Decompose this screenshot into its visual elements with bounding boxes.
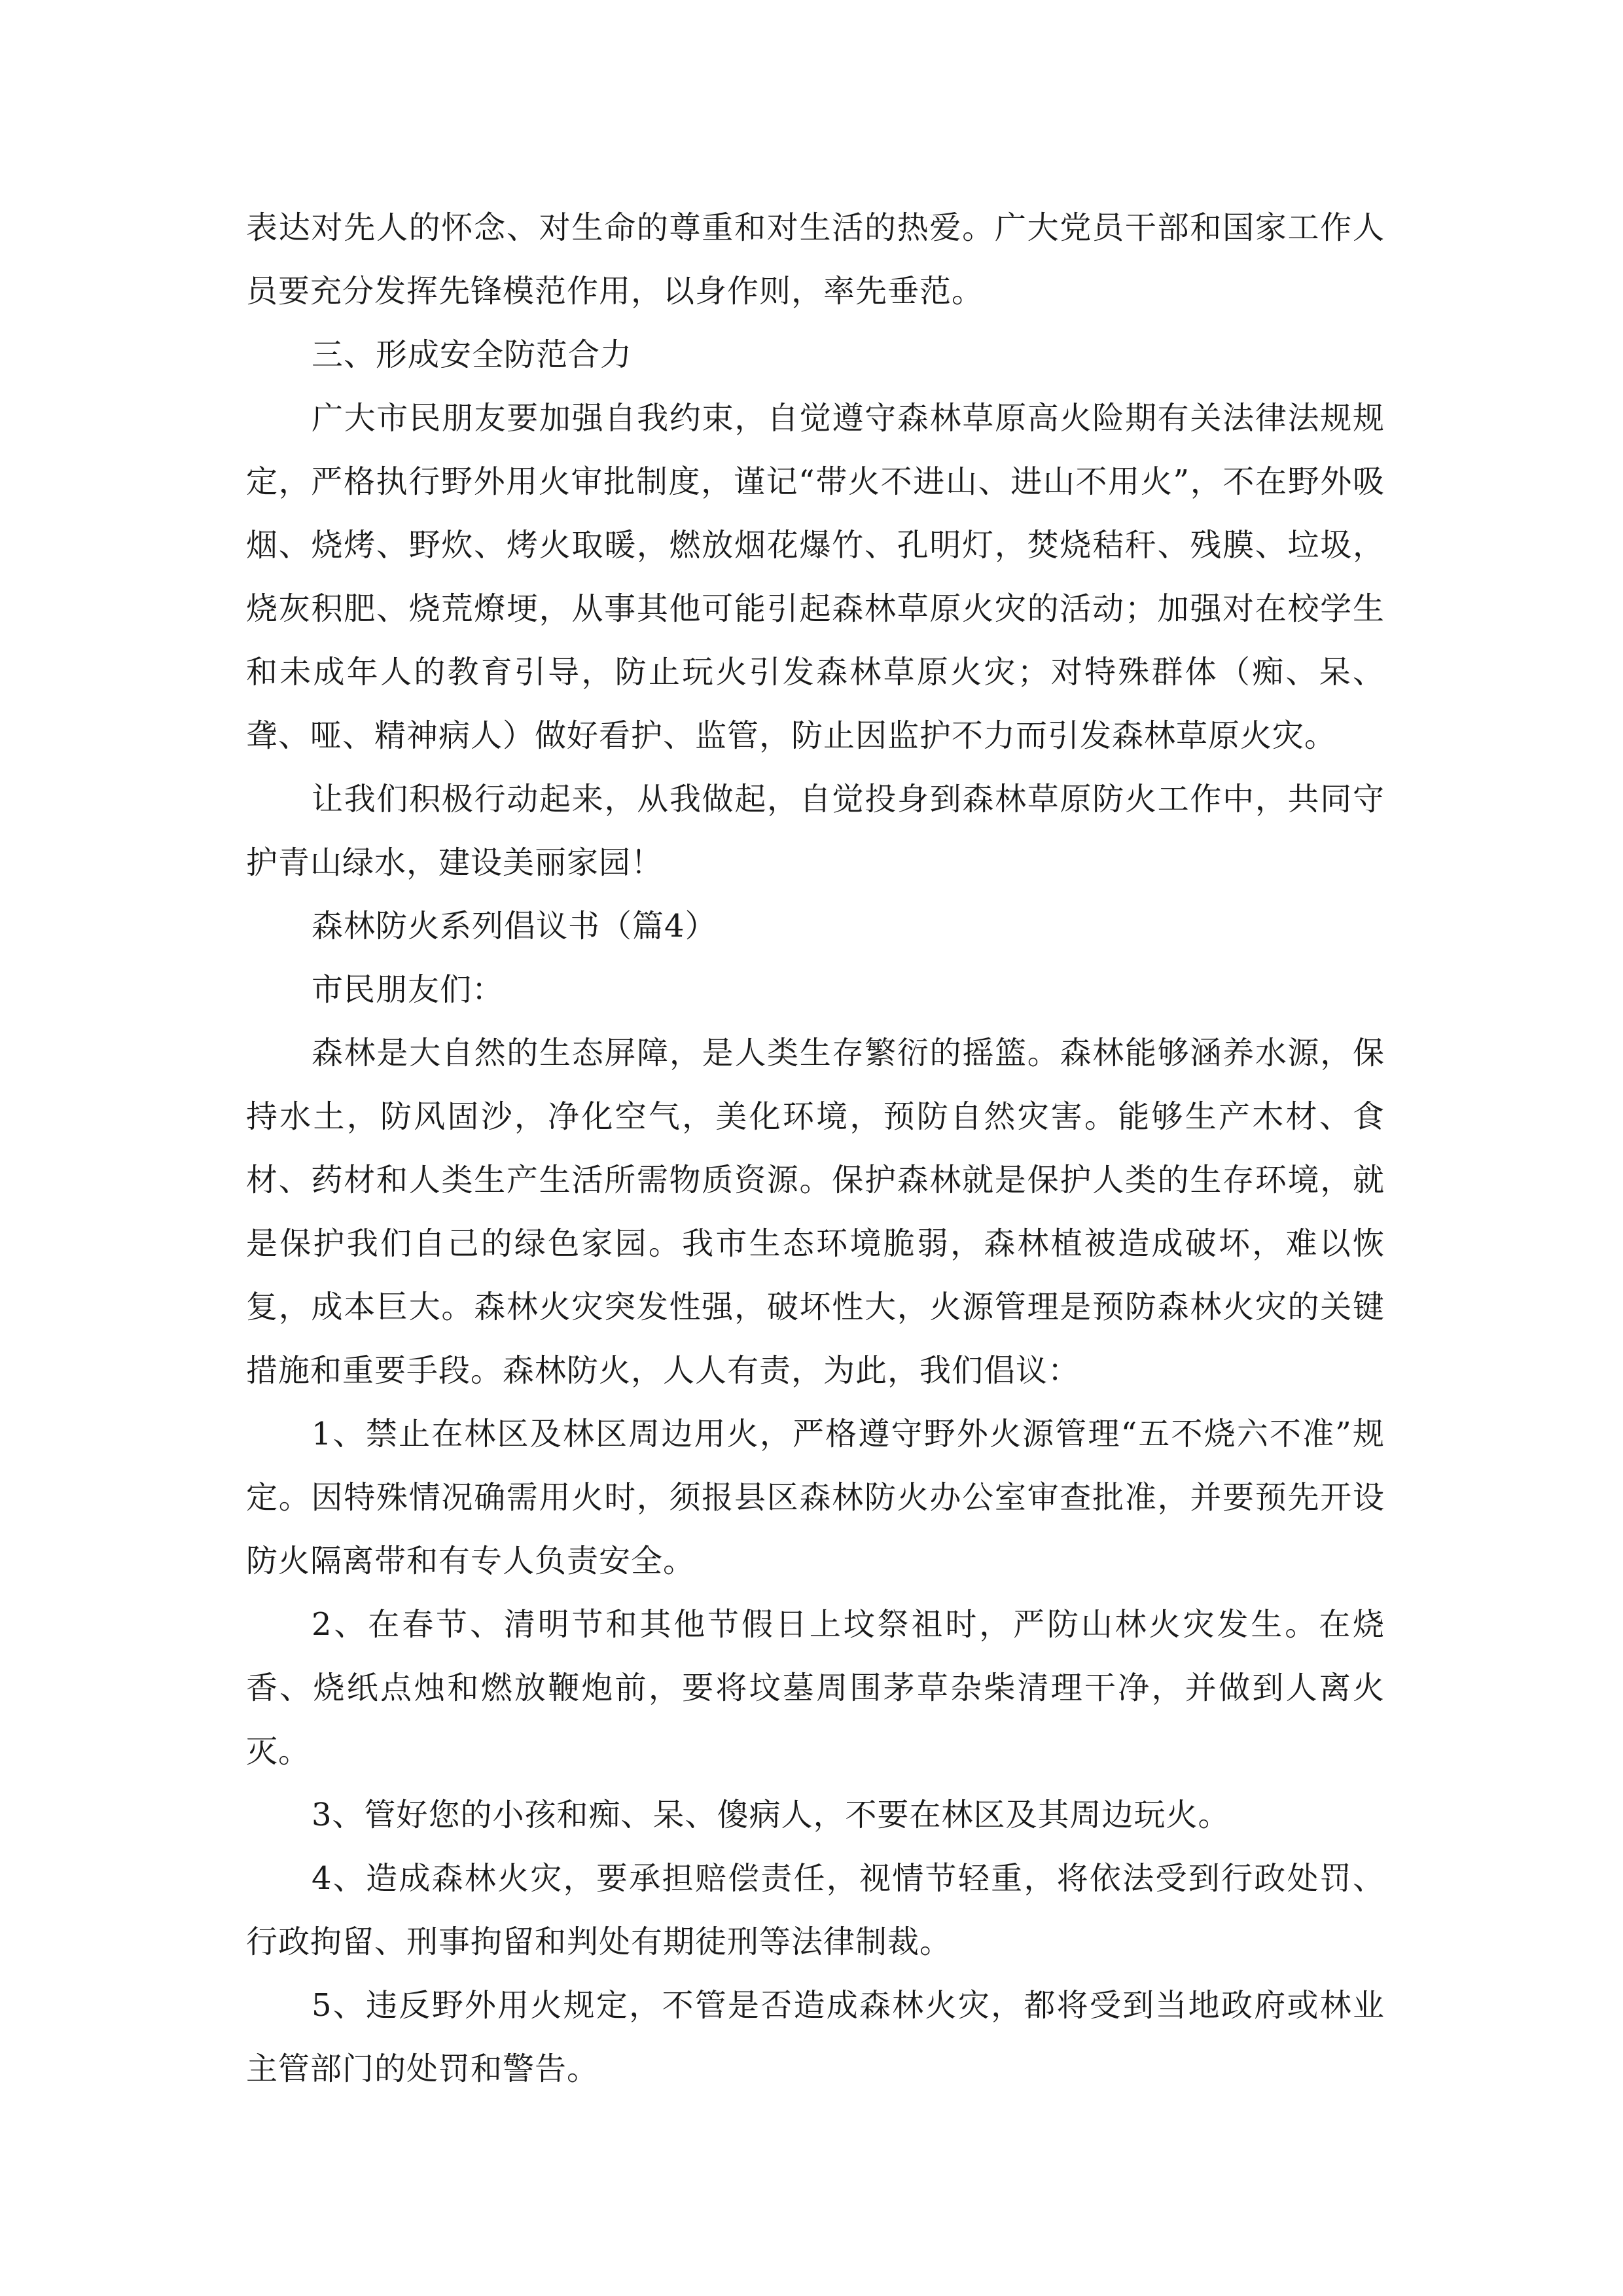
- paragraph-continuation: 表达对先人的怀念、对生命的尊重和对生活的热爱。广大党员干部和国家工作人员要充分发挥先锋模范作用，以身作则，率先垂范。: [246, 209, 1385, 310]
- document-body: [246, 196, 1385, 2101]
- paragraph-forest-intro: 森林是大自然的生态屏障，是人类生存繁衍的摇篮。森林能够涵养水源，保持水土，防风固沙，净化空气，美化环境，预防自然灾害。能够生产木材、食材、药材和人类生产生活所需物质资源。保护森林就是保护人类的生存环境，就是保护我们自己的绿色家园。我市生态环境脆弱，森林植被造成破坏，难以恢复，成本巨大。森林火灾突发性强，破坏性大，火源管理是预防森林火灾的关键措施和重要手段。森林防火，人人有责，为此，我们倡议：: [246, 1035, 1385, 1389]
- paragraph-safety-rules: 广大市民朋友要加强自我约束，自觉遵守森林草原高火险期有关法律法规规定，严格执行野外用火审批制度，谨记“带火不进山、进山不用火”，不在野外吸烟、烧烤、野炊、烤火取暖，燃放烟花爆竹、孔明灯，焚烧秸秆、残膜、垃圾，烧灰积肥、烧荒燎埂，从事其他可能引起森林草原火灾的活动；加强对在校学生和未成年人的教育引导，防止玩火引发森林草原火灾；对特殊群体（痴、呆、聋、哑、精神病人）做好看护、监管，防止因监护不力而引发森林草原火灾。: [246, 400, 1385, 754]
- proposal-item-1: 1、禁止在林区及林区周边用火，严格遵守野外火源管理“五不烧六不准”规定。因特殊情况确需用火时，须报县区森林防火办公室审查批准，并要预先开设防火隔离带和有专人负责安全。: [246, 1416, 1385, 1579]
- proposal-item-4: 4、造成森林火灾，要承担赔偿责任，视情节轻重，将依法受到行政处罚、行政拘留、刑事拘留和判处有期徒刑等法律制裁。: [246, 1860, 1385, 1960]
- section-heading-3: 三、形成安全防范合力: [312, 336, 633, 373]
- paragraph-call-to-action: 让我们积极行动起来，从我做起，自觉投身到森林草原防火工作中，共同守护青山绿水，建设美丽家园！: [246, 781, 1385, 881]
- article-title-part-4: 森林防火系列倡议书（篇4）: [312, 908, 717, 944]
- proposal-item-2: 2、在春节、清明节和其他节假日上坟祭祖时，严防山林火灾发生。在烧香、烧纸点烛和燃放鞭炮前，要将坟墓周围茅草杂柴清理干净，并做到人离火灭。: [246, 1606, 1385, 1770]
- proposal-item-3: 3、管好您的小孩和痴、呆、傻病人，不要在林区及其周边玩火。: [312, 1797, 1230, 1833]
- salutation: 市民朋友们：: [312, 971, 505, 1008]
- proposal-item-5: 5、违反野外用火规定，不管是否造成森林火灾，都将受到当地政府或林业主管部门的处罚和警告。: [246, 1987, 1385, 2087]
